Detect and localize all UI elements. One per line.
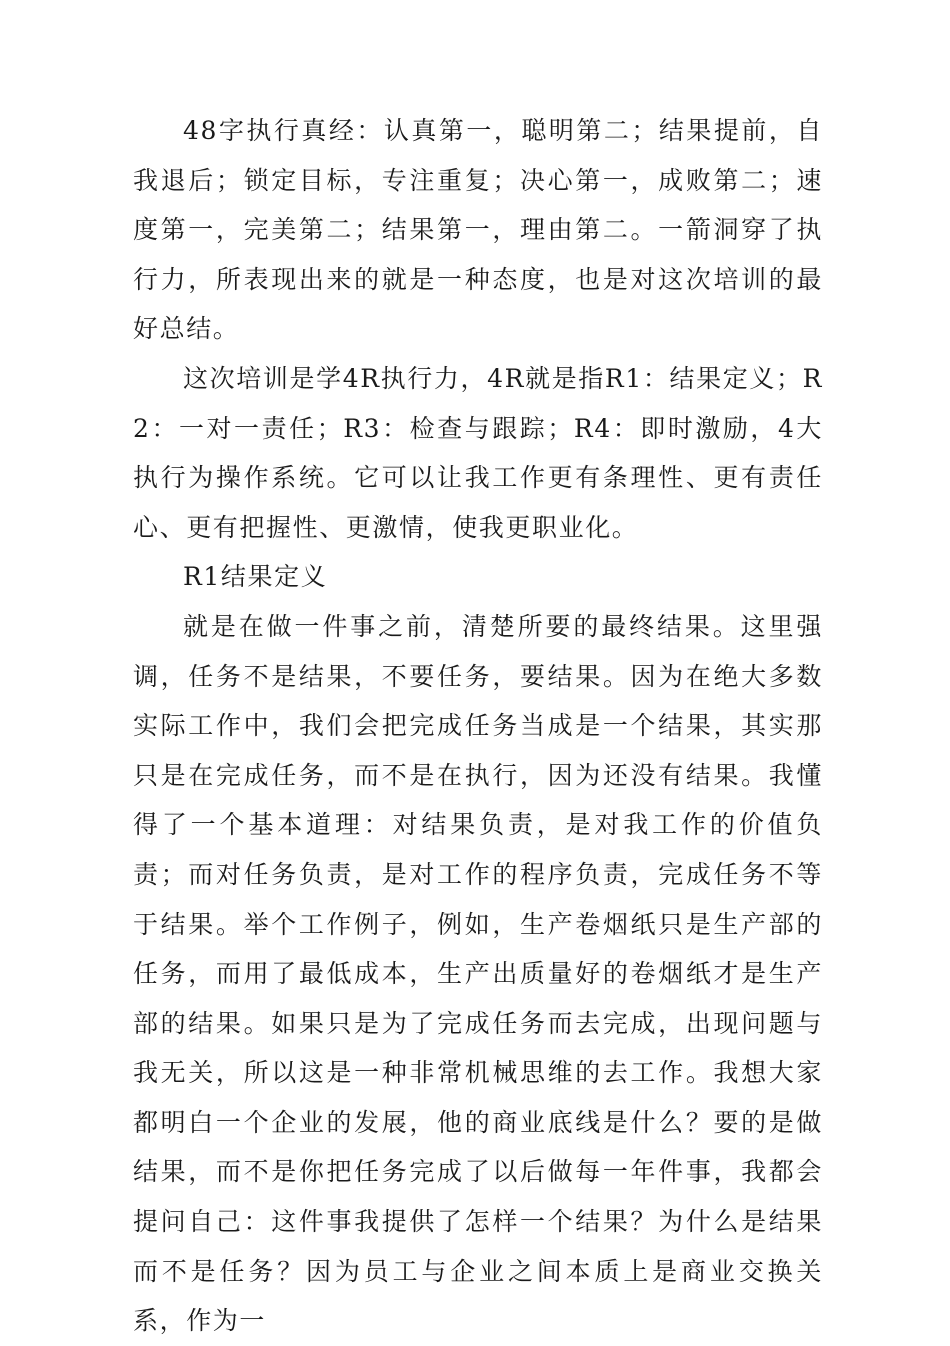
document-body [133,106,823,1346]
section-heading-r1: R1结果定义 [183,562,328,592]
paragraph-execution-maxims: 48字执行真经：认真第一，聪明第二；结果提前，自我退后；锁定目标，专注重复；决心第一，成败第二；速度第一，完美第二；结果第一，理由第二。一箭洞穿了执行力，所表现出来的就是一种态度，也是对这次培训的最好总结。 [133,116,823,344]
paragraph-r1-body: 就是在做一件事之前，清楚所要的最终结果。这里强调，任务不是结果，不要任务，要结果。因为在绝大多数实际工作中，我们会把完成任务当成是一个结果，其实那只是在完成任务，而不是在执行，因为还没有结果。我懂得了一个基本道理：对结果负责，是对我工作的价值负责；而对任务负责，是对工作的程序负责，完成任务不等于结果。举个工作例子，例如，生产卷烟纸只是生产部的任务，而用了最低成本，生产出质量好的卷烟纸才是生产部的结果。如果只是为了完成任务而去完成，出现问题与我无关，所以这是一种非常机械思维的去工作。我想大家都明白一个企业的发展，他的商业底线是什么？要的是做结果，而不是你把任务完成了以后做每一年件事，我都会提问自己：这件事我提供了怎样一个结果？为什么是结果而不是任务？因为员工与企业之间本质上是商业交换关系，作为一 [133,611,823,1336]
paragraph-4r-overview: 这次培训是学4R执行力，4R就是指R1：结果定义；R2：一对一责任；R3：检查与跟踪；R4：即时激励，4大执行为操作系统。它可以让我工作更有条理性、更有责任心、更有把握性、更激情，使我更职业化。 [133,363,823,542]
